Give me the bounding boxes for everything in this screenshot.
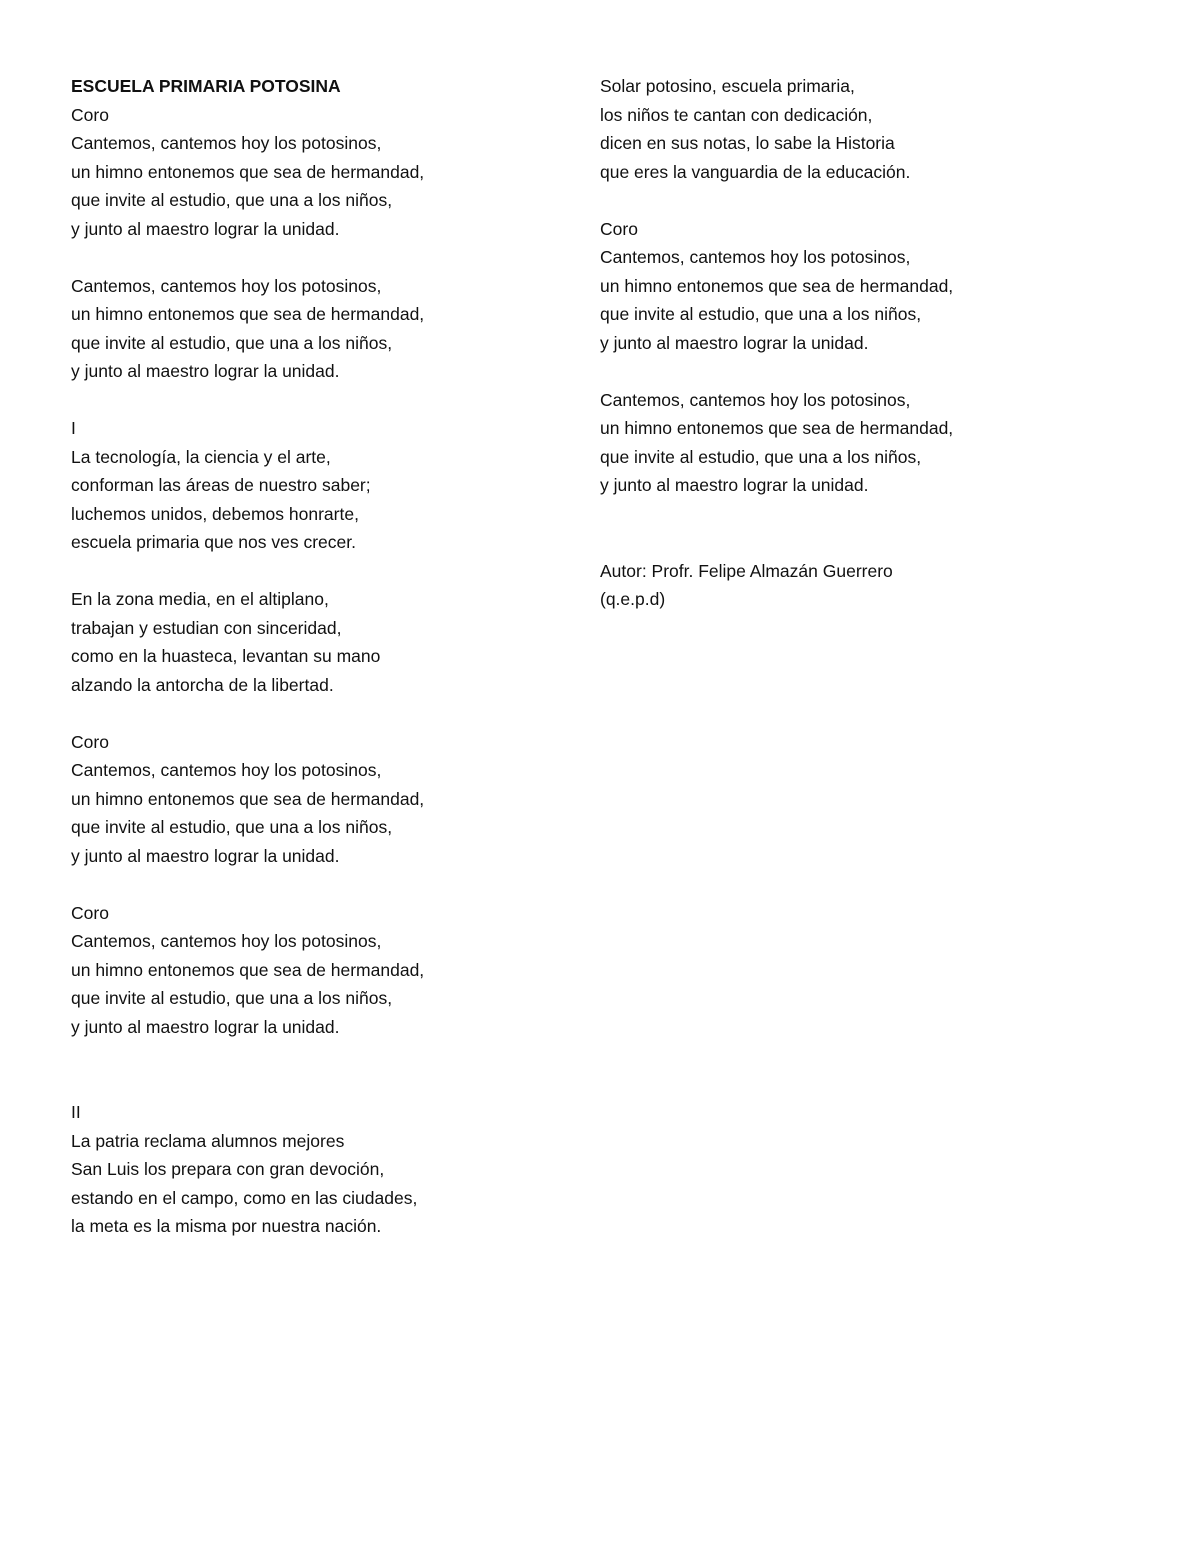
- stanza-1b: [71, 585, 551, 699]
- verse-line: conforman las áreas de nuestro saber;: [71, 475, 371, 495]
- verse-line: que invite al estudio, que una a los niños,: [71, 332, 393, 353]
- verse-line: Cantemos, cantemos hoy los potosinos,: [600, 247, 911, 267]
- verse-line: que invite al estudio, que una a los niños,: [71, 190, 393, 210]
- verse-line: Cantemos, cantemos hoy los potosinos,: [71, 275, 382, 296]
- verse-line: Cantemos, cantemos hoy los potosinos,: [600, 389, 911, 410]
- chorus-4-repeat: [600, 386, 1080, 500]
- verse-line: y junto al maestro lograr la unidad.: [71, 845, 340, 866]
- verse-line: y junto al maestro lograr la unidad.: [600, 332, 869, 353]
- chorus-heading: Coro: [71, 104, 109, 125]
- document-title: ESCUELA PRIMARIA POTOSINA: [71, 76, 341, 96]
- verse-line: un himno entonemos que sea de hermandad,: [71, 959, 425, 980]
- author-note: (q.e.p.d): [600, 589, 666, 609]
- left-column: [71, 72, 551, 1241]
- verse-line: que invite al estudio, que una a los niños,: [71, 988, 393, 1008]
- verse-line: que invite al estudio, que una a los niños,: [600, 446, 922, 467]
- verse-line: como en la huasteca, levantan su mano: [71, 646, 381, 666]
- stanza-2: [71, 1098, 551, 1241]
- verse-line: En la zona media, en el altiplano,: [71, 589, 329, 609]
- stanza-1: [71, 414, 551, 557]
- verse-line: dicen en sus notas, lo sabe la Historia: [600, 133, 895, 153]
- chorus-heading: Coro: [71, 902, 109, 923]
- verse-line: estando en el campo, como en las ciudades,: [71, 1187, 418, 1208]
- verse-line: La tecnología, la ciencia y el arte,: [71, 446, 331, 467]
- stanza-2b: [600, 72, 1080, 186]
- verse-line: un himno entonemos que sea de hermandad,: [71, 161, 425, 182]
- right-column: [600, 72, 1080, 614]
- verse-line: un himno entonemos que sea de hermandad,: [600, 275, 954, 296]
- verse-line: Cantemos, cantemos hoy los potosinos,: [71, 931, 382, 951]
- verse-line: un himno entonemos que sea de hermandad,: [600, 418, 954, 438]
- chorus-2: [71, 728, 551, 871]
- chorus-heading: Coro: [600, 218, 638, 239]
- verse-line: luchemos unidos, debemos honrarte,: [71, 503, 359, 524]
- verse-line: Solar potosino, escuela primaria,: [600, 76, 855, 96]
- chorus-4: [600, 215, 1080, 358]
- author-block: [600, 557, 1080, 614]
- verse-line: La patria reclama alumnos mejores: [71, 1130, 345, 1151]
- verse-line: y junto al maestro lograr la unidad.: [600, 475, 869, 495]
- stanza-heading: II: [71, 1102, 81, 1122]
- verse-line: Cantemos, cantemos hoy los potosinos,: [71, 760, 382, 780]
- verse-line: y junto al maestro lograr la unidad.: [71, 361, 340, 381]
- chorus-1-repeat: [71, 272, 551, 386]
- verse-line: un himno entonemos que sea de hermandad,: [71, 304, 425, 324]
- verse-line: los niños te cantan con dedicación,: [600, 104, 873, 125]
- chorus-1: [71, 101, 551, 244]
- verse-line: que eres la vanguardia de la educación.: [600, 161, 911, 182]
- verse-line: San Luis los prepara con gran devoción,: [71, 1159, 385, 1179]
- verse-line: la meta es la misma por nuestra nación.: [71, 1216, 382, 1236]
- verse-line: un himno entonemos que sea de hermandad,: [71, 788, 425, 809]
- verse-line: trabajan y estudian con sinceridad,: [71, 617, 342, 638]
- verse-line: que invite al estudio, que una a los niños,: [71, 817, 393, 837]
- verse-line: que invite al estudio, que una a los niños,: [600, 304, 922, 324]
- verse-line: escuela primaria que nos ves crecer.: [71, 532, 356, 552]
- chorus-heading: Coro: [71, 731, 109, 752]
- chorus-3: [71, 899, 551, 1042]
- author-name: Autor: Profr. Felipe Almazán Guerrero: [600, 560, 893, 581]
- verse-line: y junto al maestro lograr la unidad.: [71, 218, 340, 239]
- verse-line: y junto al maestro lograr la unidad.: [71, 1016, 340, 1037]
- stanza-heading: I: [71, 418, 76, 438]
- verse-line: alzando la antorcha de la libertad.: [71, 674, 334, 695]
- verse-line: Cantemos, cantemos hoy los potosinos,: [71, 133, 382, 153]
